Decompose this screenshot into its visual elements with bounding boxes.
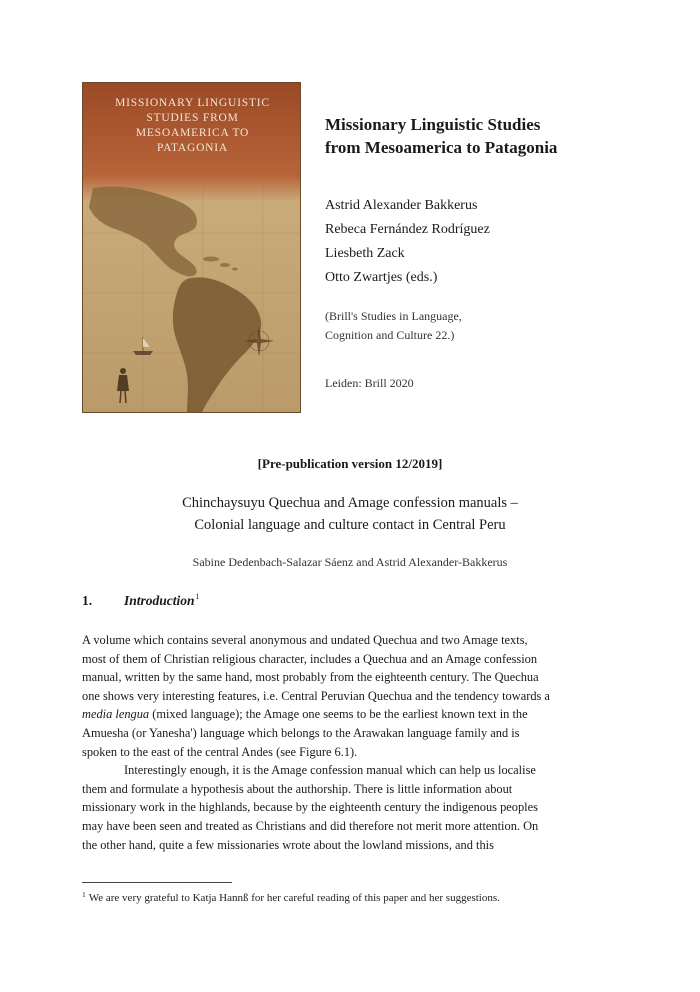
paragraph-line: most of them of Christian religious character, includes a Quechua and an Amage confession — [82, 651, 538, 666]
paragraph-line: A volume which contains several anonymous and undated Quechua and two Amage texts, — [82, 633, 528, 647]
article-authors: Sabine Dedenbach-Salazar Sáenz and Astrid Alexander-Bakkerus — [192, 555, 508, 569]
paragraph-line: Interestingly enough, it is the Amage confession manual which can help us localise — [124, 763, 536, 778]
editor-name: Astrid Alexander Bakkerus — [325, 198, 478, 213]
footnote-mark: 1 — [82, 890, 86, 899]
article-title-line-2: Colonial language and culture contact in Central Peru — [194, 517, 506, 533]
section-number: 1. — [82, 593, 93, 608]
footnote — [82, 890, 500, 904]
paragraph-line — [82, 705, 622, 724]
paragraph-line: spoken to the east of the central Andes (see Figure 6.1). — [82, 744, 358, 759]
paragraph-line: one shows very interesting features, i.e. Central Peruvian Quechua and the tendency towards a — [82, 688, 550, 703]
paragraph-line: the other hand, quite a few missionaries wrote about the lowland missions, and this — [82, 837, 494, 852]
prepublication-note: [Pre-publication version 12/2019] — [257, 456, 443, 471]
book-cover-image — [82, 82, 301, 413]
paragraph-line: manual, written by the same hand, most probably from the eighteenth century. The Quechua — [82, 670, 539, 685]
footnote-reference[interactable]: 1 — [195, 592, 200, 601]
footnote-divider — [82, 882, 232, 883]
footnote-text: We are very grateful to Katja Hannß for her careful reading of this paper and her suggestions. — [88, 892, 500, 904]
cover-title-line-3: MESOAMERICA TO — [135, 127, 250, 139]
cover-title — [83, 96, 301, 156]
book-title-line-1: Missionary Linguistic Studies — [325, 115, 541, 134]
paragraph-line: missionary work in the highlands, because by the eighteenth century the indigenous peoples — [82, 800, 538, 815]
article-title-line-1: Chinchaysuyu Quechua and Amage confession manuals – — [182, 495, 518, 511]
cover-title-line-1: MISSIONARY LINGUISTIC — [115, 97, 270, 109]
italic-term: media lengua — [82, 707, 150, 722]
book-title-line-2: from Mesoamerica to Patagonia — [325, 138, 558, 157]
publisher-imprint: Leiden: Brill 2020 — [325, 376, 414, 390]
paragraph-line: them and formulate a hypothesis about the authorship. There is little information about — [82, 781, 513, 796]
paragraph-line: may have been seen and treated as Christians and did therefore not merit more attention. On — [82, 818, 539, 833]
article-title — [0, 492, 700, 536]
paragraph-line-rest: (mixed language); the Amage one seems to be the earliest known text in the — [149, 707, 528, 722]
editor-name: Rebeca Fernández Rodríguez — [325, 222, 490, 237]
editor-name: Otto Zwartjes (eds.) — [325, 270, 438, 285]
series-info — [325, 307, 625, 345]
body-text — [82, 631, 622, 854]
series-line-1: (Brill's Studies in Language, — [325, 309, 462, 323]
book-title — [325, 113, 625, 159]
section-heading — [82, 592, 200, 609]
section-title: Introduction — [124, 593, 195, 608]
editors-list — [325, 194, 625, 290]
cover-title-line-2: STUDIES FROM — [146, 112, 239, 124]
cover-title-line-4: PATAGONIA — [156, 142, 229, 154]
editor-name: Liesbeth Zack — [325, 246, 405, 261]
series-line-2: Cognition and Culture 22.) — [325, 328, 455, 342]
paragraph-line: Amuesha (or Yanesha') language which belongs to the Arawakan language family and is — [82, 725, 520, 740]
